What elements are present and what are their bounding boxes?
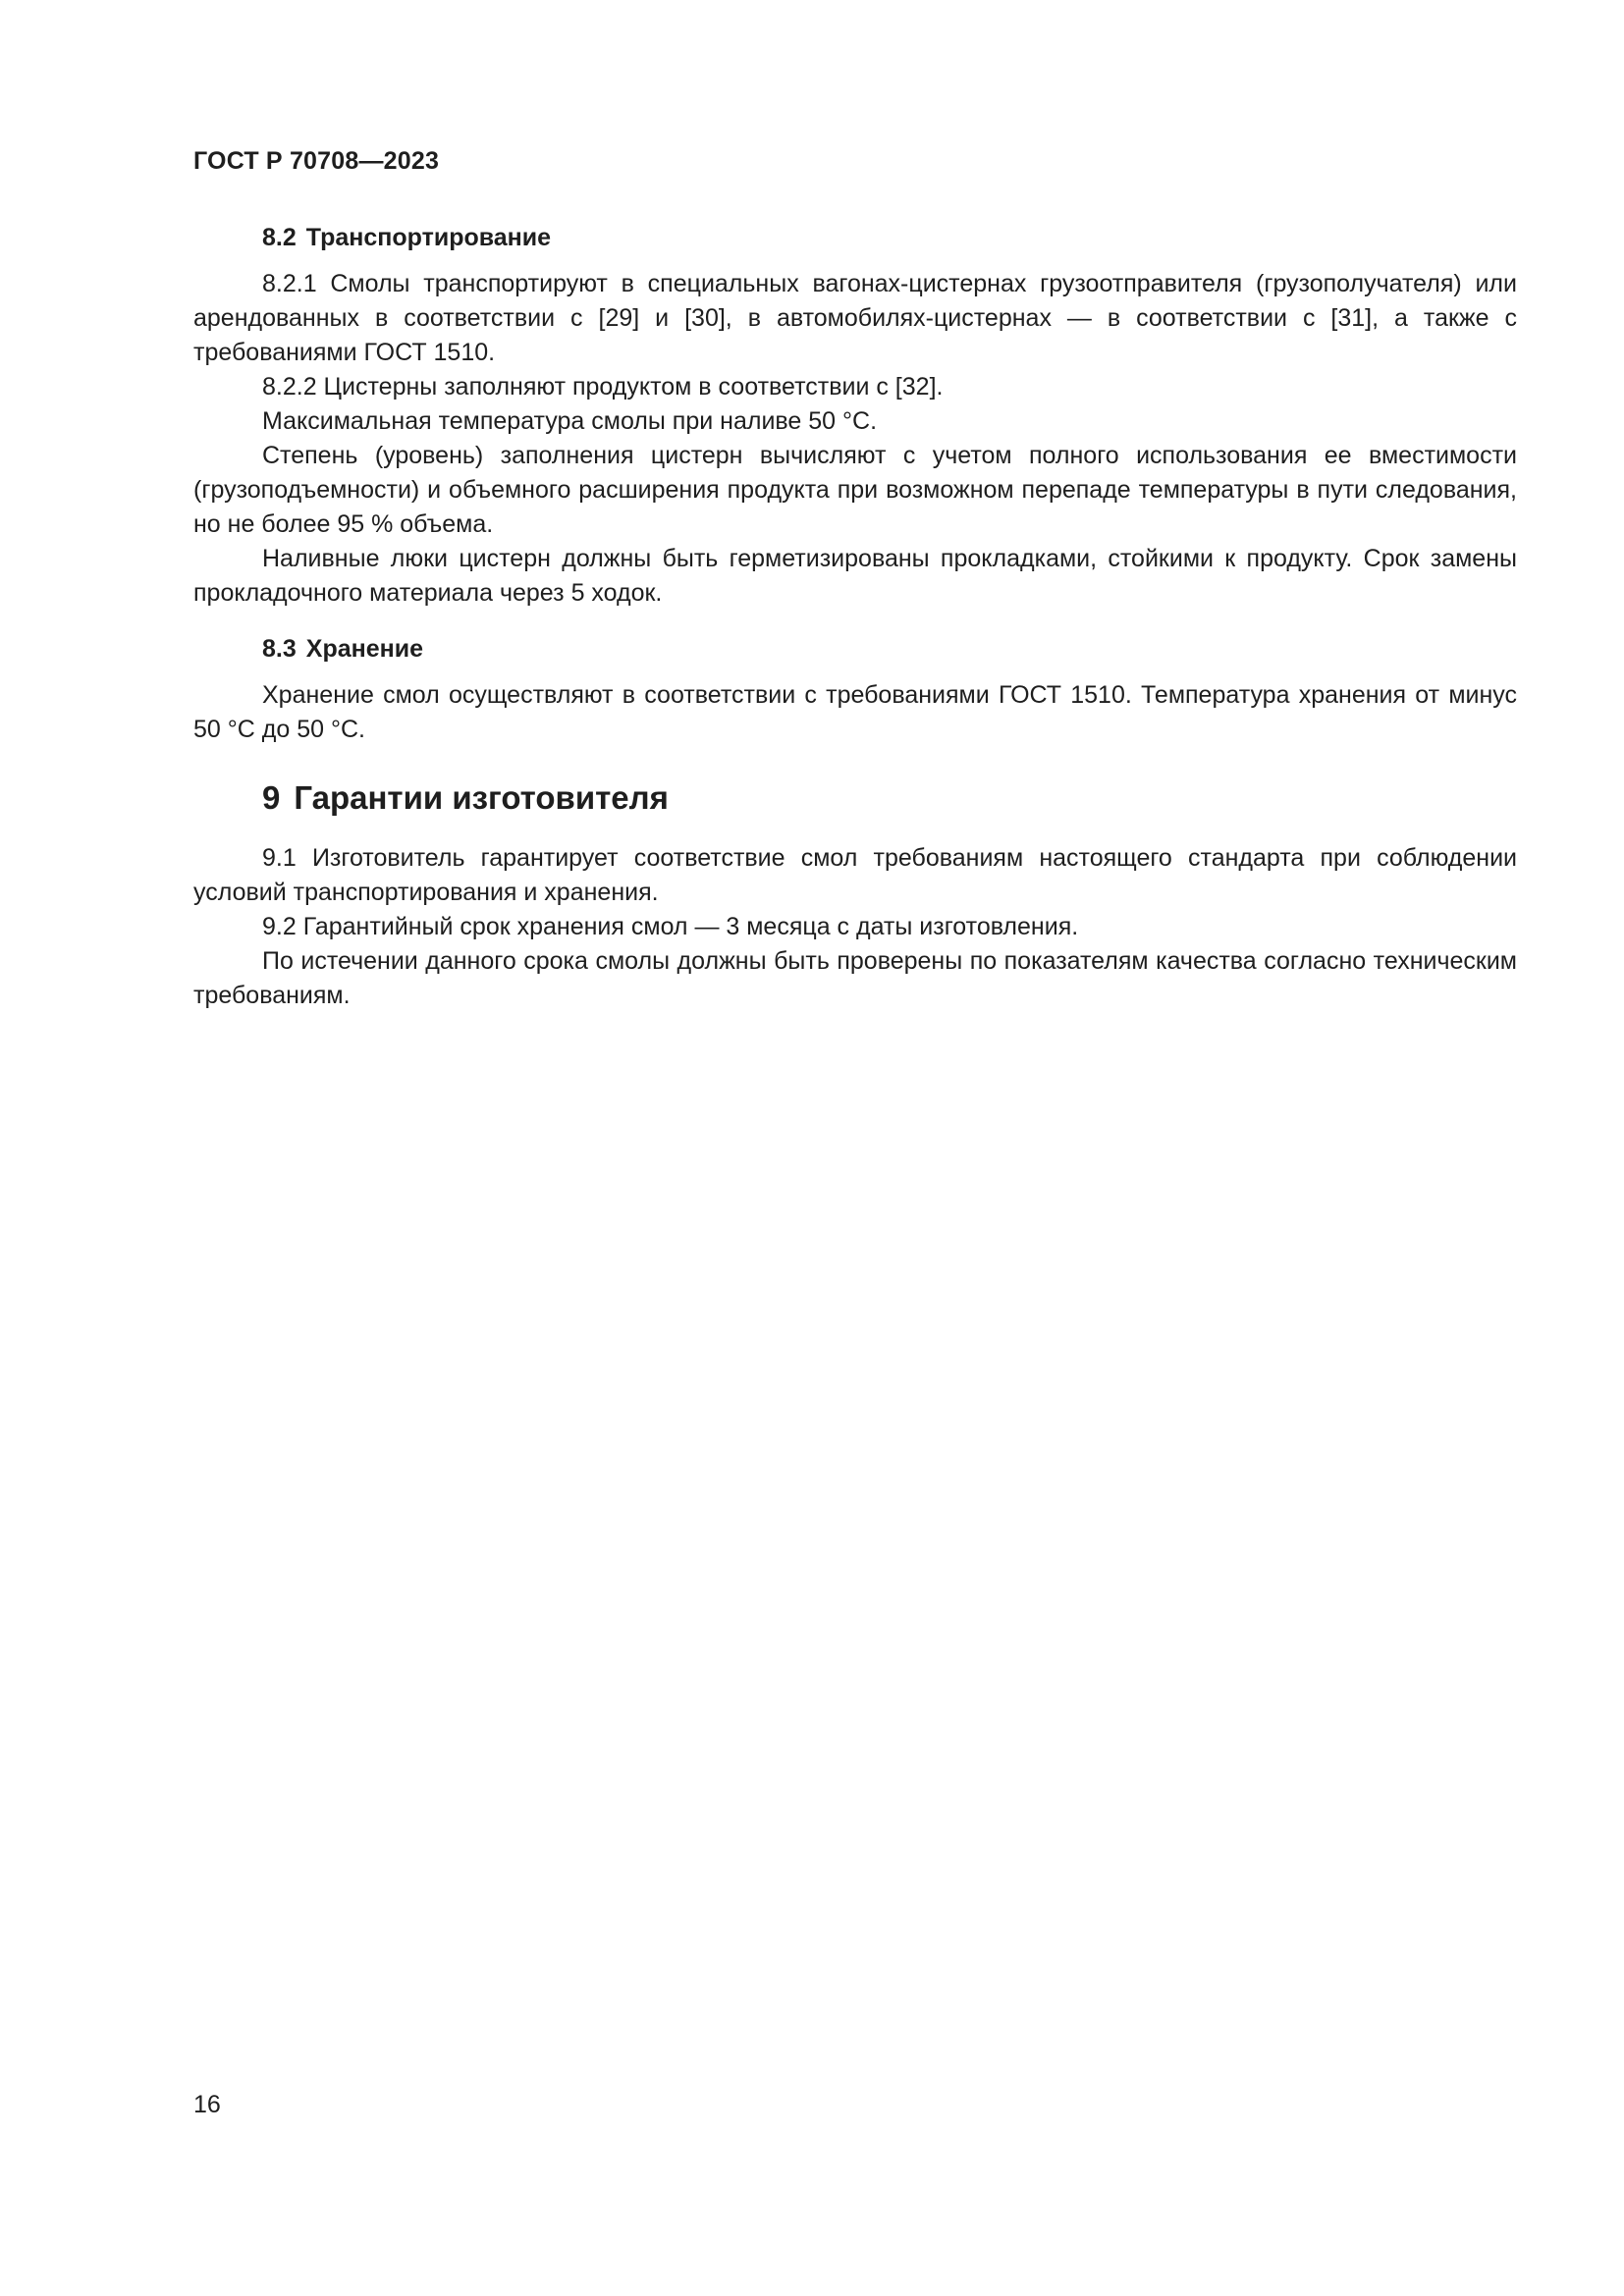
section-heading-9 <box>193 776 1517 820</box>
paragraph-8-2-2: 8.2.2 Цистерны заполняют продуктом в соответствии с [32]. <box>262 373 944 400</box>
paragraph-fill-level: Степень (уровень) заполнения цистерн вычисляют с учетом полного использования ее вместимости (грузоподъемности) и объемного расширения продукта при возможном перепаде температуры в пути следования, но не более 95 % объема. <box>193 442 1517 538</box>
section-number: 9 <box>262 779 281 816</box>
paragraph-hatches: Наливные люки цистерн должны быть герметизированы прокладками, стойкими к продукту. Срок замены прокладочного материала через 5 ходок. <box>193 545 1517 607</box>
page-number: 16 <box>193 2091 221 2118</box>
section-title: Транспортирование <box>305 224 552 251</box>
section-number: 8.2 <box>262 224 297 251</box>
document-code-header: ГОСТ Р 70708—2023 <box>193 147 440 175</box>
paragraph-9-1: 9.1 Изготовитель гарантирует соответствие смол требованиям настоящего стандарта при соблюдении условий транспортирования и хранения. <box>193 844 1517 906</box>
paragraph-8-2-1: 8.2.1 Смолы транспортируют в специальных вагонах-цистернах грузоотправителя (грузополучателя) или арендованных в соответствии с [29] и [30], в автомобилях-цистернах — в соответствии с [31], а также с требованиями ГОСТ 1510. <box>193 270 1517 366</box>
paragraph-max-temperature: Максимальная температура смолы при наливе 50 °С. <box>262 407 878 435</box>
page-content <box>193 221 1517 1013</box>
section-heading-8-3 <box>193 632 1517 667</box>
paragraph-9-2: 9.2 Гарантийный срок хранения смол — 3 месяца с даты изготовления. <box>262 913 1079 940</box>
section-title: Хранение <box>305 635 423 663</box>
section-heading-8-2 <box>193 221 1517 255</box>
section-title: Гарантии изготовителя <box>294 779 669 816</box>
paragraph-storage: Хранение смол осуществляют в соответствии с требованиями ГОСТ 1510. Температура хранения от минус 50 °С до 50 °С. <box>193 681 1517 743</box>
paragraph-after-expiry: По истечении данного срока смолы должны быть проверены по показателям качества согласно техническим требованиям. <box>193 947 1517 1009</box>
section-number: 8.3 <box>262 635 297 663</box>
